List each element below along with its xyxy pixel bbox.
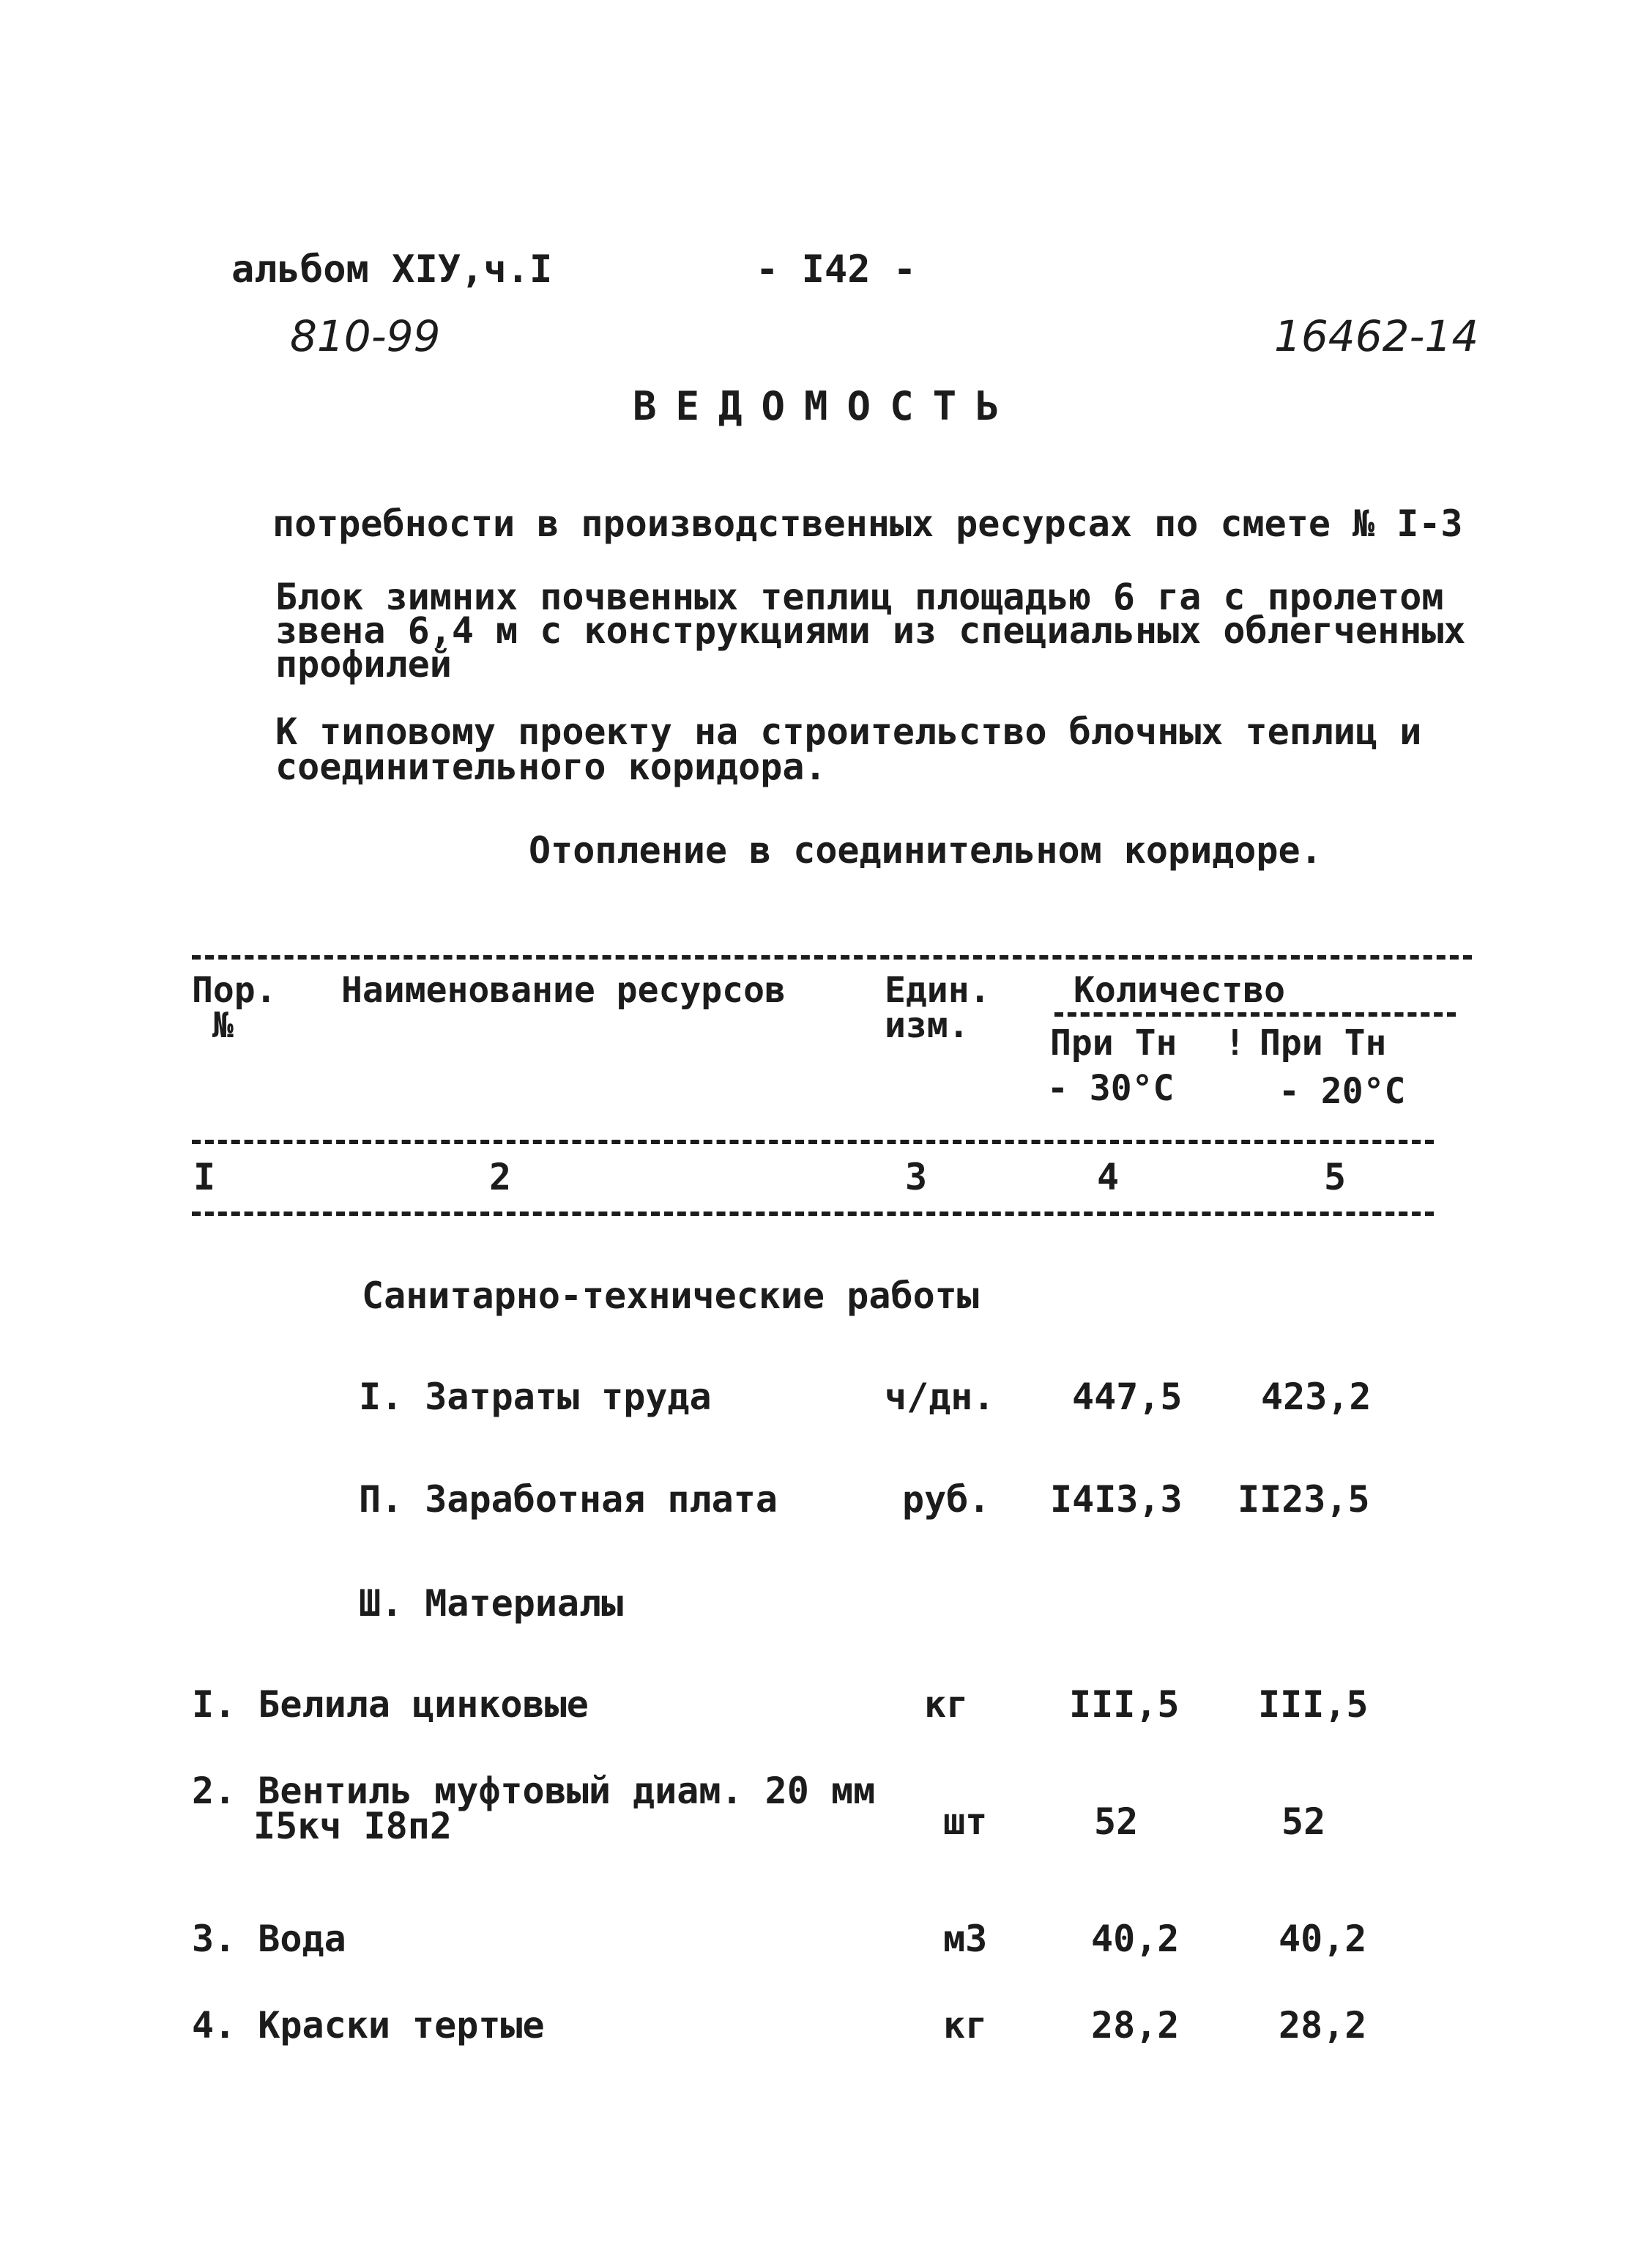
material-name: 3. Вода: [192, 1918, 346, 1960]
block-description-line1: Блок зимних почвенных теплиц площадью 6 га с пролетом: [275, 576, 1444, 618]
header-col1-line2: №: [212, 1005, 234, 1046]
album-label: альбом XIУ,ч.I: [231, 248, 553, 292]
column-number: 4: [1097, 1156, 1120, 1198]
material-name: 4. Краски тертые: [192, 2004, 545, 2047]
block-description-line3: профилей: [275, 643, 452, 686]
header-col2: Наименование ресурсов: [341, 970, 786, 1011]
column-number: 2: [489, 1156, 512, 1198]
material-unit: шт: [943, 1800, 988, 1843]
block-description-line2: звена 6,4 м с конструкциями из специальных облегченных: [275, 609, 1466, 652]
group-value-col5: 423,2: [1261, 1376, 1372, 1418]
material-value-col4: 52: [1094, 1800, 1139, 1843]
material-value-col5: 52: [1281, 1800, 1326, 1843]
column-numbers-bottom-rule: [192, 1212, 1434, 1216]
material-value-col5: III,5: [1258, 1683, 1369, 1726]
material-value-col5: 28,2: [1279, 2004, 1367, 2047]
document-title: ВЕДОМОСТЬ: [633, 383, 1019, 429]
section-title: Санитарно-технические работы: [362, 1275, 979, 1317]
material-unit: кг: [943, 2004, 988, 2047]
group-unit: ч/дн.: [885, 1376, 995, 1418]
group-unit: руб.: [902, 1478, 991, 1521]
material-name-line1: 2. Вентиль муфтовый диам. 20 мм: [192, 1770, 876, 1812]
handwritten-code-right: 16462-14: [1274, 311, 1479, 361]
quantity-underline-rule: [1054, 1012, 1456, 1017]
column-number: 5: [1324, 1156, 1347, 1198]
material-value-col4: 40,2: [1091, 1918, 1180, 1960]
header-bottom-rule: [192, 1140, 1434, 1144]
project-description-line2: соединительного коридора.: [275, 746, 827, 788]
header-col4-line2: - 30°С: [1047, 1068, 1175, 1109]
header-col5-line2: - 20°С: [1279, 1071, 1406, 1112]
column-number: 3: [905, 1156, 928, 1198]
header-col3-line2: изм.: [885, 1005, 970, 1046]
header-quantity: Количество: [1074, 970, 1285, 1011]
group-value-col4: 447,5: [1072, 1376, 1183, 1418]
intro-line: потребности в производственных ресурсах по смете № I-3: [272, 502, 1463, 545]
group-name: Ш. Материалы: [359, 1582, 624, 1625]
material-name-line2: I5кч I8п2: [253, 1805, 452, 1847]
material-unit: кг: [924, 1683, 969, 1726]
header-col3-line1: Един.: [885, 970, 991, 1011]
group-name: П. Заработная плата: [359, 1478, 778, 1521]
material-value-col4: III,5: [1069, 1683, 1180, 1726]
column-number: I: [193, 1156, 216, 1198]
header-column-separator: !: [1224, 1023, 1246, 1064]
group-value-col5: II23,5: [1238, 1478, 1370, 1521]
material-unit: м3: [943, 1918, 988, 1960]
material-value-col4: 28,2: [1091, 2004, 1180, 2047]
table-top-rule: [192, 955, 1472, 960]
project-description-line1: К типовому проекту на строительство блочных теплиц и: [275, 710, 1422, 753]
header-col5-line1: При Тн: [1260, 1023, 1387, 1064]
material-name: I. Белила цинковые: [192, 1683, 589, 1726]
handwritten-code-left: 810-99: [290, 311, 441, 361]
group-value-col4: I4I3,3: [1050, 1478, 1183, 1521]
page-number: - I42 -: [756, 248, 917, 292]
material-value-col5: 40,2: [1279, 1918, 1367, 1960]
header-col1-line1: Пор.: [192, 970, 277, 1011]
section-subtitle: Отопление в соединительном коридоре.: [529, 829, 1322, 872]
group-name: I. Затраты труда: [359, 1376, 712, 1418]
header-col4-line1: При Тн: [1050, 1023, 1177, 1064]
